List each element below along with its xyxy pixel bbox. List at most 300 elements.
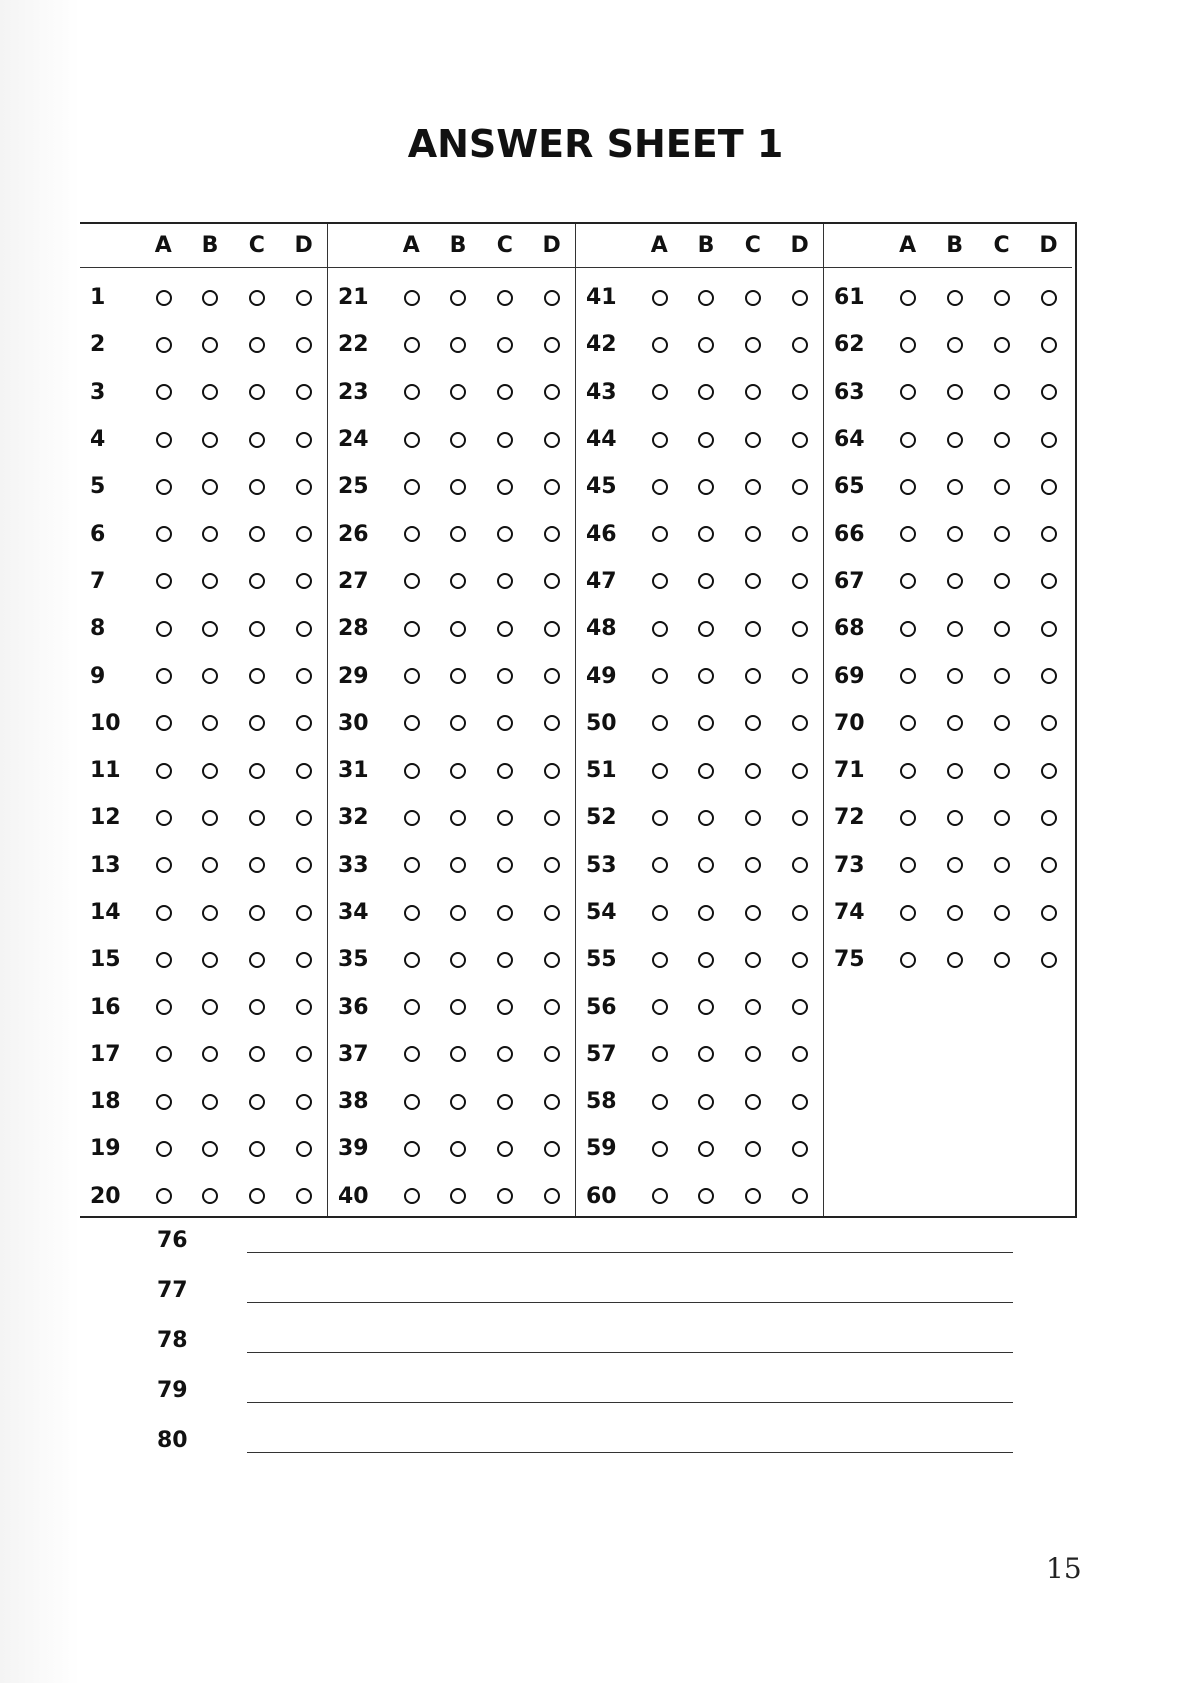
answer-bubble-c[interactable]	[994, 715, 1010, 731]
answer-bubble-d[interactable]	[544, 668, 560, 684]
answer-bubble-a[interactable]	[404, 1046, 420, 1062]
answer-bubble-c[interactable]	[249, 810, 265, 826]
answer-bubble-a[interactable]	[156, 384, 172, 400]
answer-bubble-a[interactable]	[156, 1094, 172, 1110]
answer-bubble-b[interactable]	[450, 999, 466, 1015]
answer-bubble-d[interactable]	[296, 573, 312, 589]
answer-bubble-a[interactable]	[900, 715, 916, 731]
answer-bubble-b[interactable]	[698, 432, 714, 448]
answer-bubble-c[interactable]	[994, 621, 1010, 637]
answer-bubble-d[interactable]	[1041, 479, 1057, 495]
answer-bubble-d[interactable]	[1041, 810, 1057, 826]
answer-bubble-b[interactable]	[698, 384, 714, 400]
answer-bubble-c[interactable]	[497, 432, 513, 448]
answer-bubble-a[interactable]	[404, 715, 420, 731]
answer-bubble-b[interactable]	[947, 857, 963, 873]
answer-bubble-c[interactable]	[745, 1188, 761, 1204]
answer-bubble-d[interactable]	[792, 384, 808, 400]
answer-bubble-c[interactable]	[497, 526, 513, 542]
answer-bubble-c[interactable]	[745, 1094, 761, 1110]
answer-bubble-c[interactable]	[497, 337, 513, 353]
answer-bubble-c[interactable]	[497, 999, 513, 1015]
answer-bubble-d[interactable]	[296, 905, 312, 921]
answer-bubble-c[interactable]	[249, 1188, 265, 1204]
answer-bubble-d[interactable]	[544, 1094, 560, 1110]
answer-bubble-b[interactable]	[698, 573, 714, 589]
answer-bubble-b[interactable]	[698, 337, 714, 353]
answer-bubble-a[interactable]	[404, 857, 420, 873]
answer-line[interactable]	[247, 1452, 1013, 1453]
answer-bubble-a[interactable]	[404, 810, 420, 826]
answer-bubble-c[interactable]	[497, 1046, 513, 1062]
answer-bubble-b[interactable]	[450, 1094, 466, 1110]
answer-bubble-a[interactable]	[156, 479, 172, 495]
answer-bubble-c[interactable]	[745, 621, 761, 637]
answer-bubble-b[interactable]	[202, 479, 218, 495]
answer-bubble-a[interactable]	[652, 999, 668, 1015]
answer-bubble-a[interactable]	[652, 1141, 668, 1157]
answer-bubble-d[interactable]	[792, 1141, 808, 1157]
answer-bubble-a[interactable]	[156, 952, 172, 968]
answer-bubble-d[interactable]	[1041, 384, 1057, 400]
answer-bubble-a[interactable]	[156, 668, 172, 684]
answer-bubble-b[interactable]	[698, 857, 714, 873]
answer-bubble-a[interactable]	[404, 526, 420, 542]
answer-bubble-b[interactable]	[698, 999, 714, 1015]
answer-bubble-c[interactable]	[994, 337, 1010, 353]
answer-bubble-d[interactable]	[1041, 621, 1057, 637]
answer-bubble-c[interactable]	[745, 337, 761, 353]
answer-bubble-d[interactable]	[792, 1094, 808, 1110]
answer-bubble-a[interactable]	[652, 1188, 668, 1204]
answer-bubble-d[interactable]	[296, 952, 312, 968]
answer-bubble-a[interactable]	[900, 857, 916, 873]
answer-line[interactable]	[247, 1352, 1013, 1353]
answer-bubble-c[interactable]	[745, 810, 761, 826]
answer-bubble-c[interactable]	[994, 905, 1010, 921]
answer-bubble-d[interactable]	[544, 526, 560, 542]
answer-bubble-d[interactable]	[296, 384, 312, 400]
answer-bubble-c[interactable]	[497, 715, 513, 731]
answer-bubble-a[interactable]	[404, 905, 420, 921]
answer-bubble-a[interactable]	[652, 337, 668, 353]
answer-bubble-d[interactable]	[544, 290, 560, 306]
answer-bubble-d[interactable]	[544, 810, 560, 826]
answer-bubble-c[interactable]	[497, 763, 513, 779]
answer-bubble-c[interactable]	[994, 810, 1010, 826]
answer-bubble-b[interactable]	[698, 668, 714, 684]
answer-bubble-b[interactable]	[202, 715, 218, 731]
answer-bubble-d[interactable]	[544, 337, 560, 353]
answer-bubble-d[interactable]	[1041, 573, 1057, 589]
answer-bubble-a[interactable]	[404, 999, 420, 1015]
answer-bubble-a[interactable]	[156, 1141, 172, 1157]
answer-bubble-b[interactable]	[450, 668, 466, 684]
answer-bubble-a[interactable]	[900, 763, 916, 779]
answer-bubble-c[interactable]	[745, 526, 761, 542]
answer-bubble-b[interactable]	[450, 857, 466, 873]
answer-bubble-b[interactable]	[202, 905, 218, 921]
answer-bubble-b[interactable]	[698, 1188, 714, 1204]
answer-bubble-b[interactable]	[202, 432, 218, 448]
answer-bubble-d[interactable]	[544, 763, 560, 779]
answer-bubble-d[interactable]	[792, 763, 808, 779]
answer-bubble-a[interactable]	[652, 432, 668, 448]
answer-bubble-a[interactable]	[404, 337, 420, 353]
answer-bubble-a[interactable]	[156, 337, 172, 353]
answer-bubble-a[interactable]	[404, 621, 420, 637]
answer-bubble-c[interactable]	[497, 1188, 513, 1204]
answer-bubble-b[interactable]	[698, 1046, 714, 1062]
answer-bubble-c[interactable]	[994, 573, 1010, 589]
answer-bubble-a[interactable]	[652, 1094, 668, 1110]
answer-bubble-c[interactable]	[994, 668, 1010, 684]
answer-bubble-d[interactable]	[544, 857, 560, 873]
answer-bubble-a[interactable]	[156, 573, 172, 589]
answer-bubble-d[interactable]	[1041, 432, 1057, 448]
answer-bubble-b[interactable]	[202, 763, 218, 779]
answer-bubble-c[interactable]	[497, 1141, 513, 1157]
answer-bubble-d[interactable]	[1041, 337, 1057, 353]
answer-bubble-c[interactable]	[497, 905, 513, 921]
answer-bubble-a[interactable]	[652, 526, 668, 542]
answer-bubble-b[interactable]	[202, 810, 218, 826]
answer-bubble-d[interactable]	[296, 432, 312, 448]
answer-bubble-b[interactable]	[947, 952, 963, 968]
answer-bubble-d[interactable]	[296, 479, 312, 495]
answer-bubble-d[interactable]	[1041, 526, 1057, 542]
answer-bubble-b[interactable]	[698, 952, 714, 968]
answer-bubble-d[interactable]	[792, 621, 808, 637]
answer-bubble-d[interactable]	[544, 952, 560, 968]
answer-bubble-a[interactable]	[404, 763, 420, 779]
answer-bubble-c[interactable]	[249, 1094, 265, 1110]
answer-bubble-b[interactable]	[698, 1141, 714, 1157]
answer-line[interactable]	[247, 1252, 1013, 1253]
answer-bubble-a[interactable]	[156, 526, 172, 542]
answer-bubble-a[interactable]	[652, 763, 668, 779]
answer-bubble-a[interactable]	[404, 1094, 420, 1110]
answer-bubble-a[interactable]	[404, 479, 420, 495]
answer-bubble-a[interactable]	[900, 384, 916, 400]
answer-bubble-b[interactable]	[698, 1094, 714, 1110]
answer-bubble-d[interactable]	[544, 432, 560, 448]
answer-bubble-c[interactable]	[249, 290, 265, 306]
answer-bubble-a[interactable]	[156, 432, 172, 448]
answer-bubble-a[interactable]	[404, 1141, 420, 1157]
answer-bubble-a[interactable]	[900, 337, 916, 353]
answer-bubble-a[interactable]	[156, 999, 172, 1015]
answer-bubble-c[interactable]	[745, 763, 761, 779]
answer-bubble-b[interactable]	[947, 715, 963, 731]
answer-bubble-d[interactable]	[792, 1046, 808, 1062]
answer-bubble-b[interactable]	[450, 715, 466, 731]
answer-bubble-a[interactable]	[900, 479, 916, 495]
answer-bubble-c[interactable]	[249, 573, 265, 589]
answer-bubble-a[interactable]	[404, 432, 420, 448]
answer-bubble-c[interactable]	[745, 479, 761, 495]
answer-bubble-d[interactable]	[544, 905, 560, 921]
answer-bubble-c[interactable]	[745, 668, 761, 684]
answer-bubble-c[interactable]	[745, 952, 761, 968]
answer-bubble-d[interactable]	[792, 999, 808, 1015]
answer-bubble-b[interactable]	[947, 526, 963, 542]
answer-bubble-d[interactable]	[1041, 763, 1057, 779]
answer-bubble-a[interactable]	[156, 715, 172, 731]
answer-bubble-d[interactable]	[792, 526, 808, 542]
answer-bubble-d[interactable]	[296, 668, 312, 684]
answer-bubble-d[interactable]	[1041, 668, 1057, 684]
answer-bubble-c[interactable]	[994, 857, 1010, 873]
answer-bubble-b[interactable]	[450, 1188, 466, 1204]
answer-bubble-c[interactable]	[497, 573, 513, 589]
answer-bubble-b[interactable]	[202, 621, 218, 637]
answer-bubble-c[interactable]	[497, 857, 513, 873]
answer-bubble-b[interactable]	[947, 668, 963, 684]
answer-bubble-d[interactable]	[296, 290, 312, 306]
answer-bubble-b[interactable]	[947, 290, 963, 306]
answer-bubble-c[interactable]	[497, 1094, 513, 1110]
answer-bubble-c[interactable]	[249, 1046, 265, 1062]
answer-bubble-a[interactable]	[156, 621, 172, 637]
answer-bubble-b[interactable]	[947, 621, 963, 637]
answer-line[interactable]	[247, 1402, 1013, 1403]
answer-bubble-b[interactable]	[947, 905, 963, 921]
answer-bubble-d[interactable]	[792, 1188, 808, 1204]
answer-bubble-d[interactable]	[296, 857, 312, 873]
answer-bubble-c[interactable]	[249, 384, 265, 400]
answer-bubble-c[interactable]	[745, 1046, 761, 1062]
answer-bubble-d[interactable]	[296, 1141, 312, 1157]
answer-bubble-a[interactable]	[900, 905, 916, 921]
answer-bubble-a[interactable]	[652, 384, 668, 400]
answer-bubble-a[interactable]	[652, 668, 668, 684]
answer-bubble-a[interactable]	[652, 715, 668, 731]
answer-bubble-a[interactable]	[404, 952, 420, 968]
answer-bubble-b[interactable]	[202, 952, 218, 968]
answer-bubble-d[interactable]	[544, 573, 560, 589]
answer-bubble-b[interactable]	[698, 526, 714, 542]
answer-bubble-b[interactable]	[450, 810, 466, 826]
answer-bubble-c[interactable]	[497, 810, 513, 826]
answer-bubble-c[interactable]	[497, 384, 513, 400]
answer-bubble-b[interactable]	[202, 526, 218, 542]
answer-bubble-c[interactable]	[249, 905, 265, 921]
answer-bubble-b[interactable]	[698, 763, 714, 779]
answer-bubble-d[interactable]	[792, 857, 808, 873]
answer-bubble-d[interactable]	[792, 573, 808, 589]
answer-bubble-c[interactable]	[745, 573, 761, 589]
answer-bubble-d[interactable]	[792, 810, 808, 826]
answer-bubble-a[interactable]	[900, 526, 916, 542]
answer-bubble-d[interactable]	[792, 715, 808, 731]
answer-bubble-b[interactable]	[698, 715, 714, 731]
answer-bubble-a[interactable]	[900, 668, 916, 684]
answer-bubble-d[interactable]	[1041, 715, 1057, 731]
answer-bubble-d[interactable]	[1041, 290, 1057, 306]
answer-bubble-b[interactable]	[698, 810, 714, 826]
answer-bubble-d[interactable]	[544, 479, 560, 495]
answer-bubble-b[interactable]	[202, 337, 218, 353]
answer-bubble-b[interactable]	[202, 999, 218, 1015]
answer-bubble-d[interactable]	[1041, 857, 1057, 873]
answer-bubble-a[interactable]	[156, 1188, 172, 1204]
answer-line[interactable]	[247, 1302, 1013, 1303]
answer-bubble-a[interactable]	[652, 905, 668, 921]
answer-bubble-c[interactable]	[497, 668, 513, 684]
answer-bubble-c[interactable]	[249, 1141, 265, 1157]
answer-bubble-d[interactable]	[792, 952, 808, 968]
answer-bubble-d[interactable]	[544, 1046, 560, 1062]
answer-bubble-c[interactable]	[249, 952, 265, 968]
answer-bubble-b[interactable]	[947, 573, 963, 589]
answer-bubble-b[interactable]	[450, 526, 466, 542]
answer-bubble-b[interactable]	[947, 432, 963, 448]
answer-bubble-c[interactable]	[497, 479, 513, 495]
answer-bubble-d[interactable]	[1041, 952, 1057, 968]
answer-bubble-c[interactable]	[249, 999, 265, 1015]
answer-bubble-a[interactable]	[900, 952, 916, 968]
answer-bubble-d[interactable]	[792, 432, 808, 448]
answer-bubble-b[interactable]	[698, 621, 714, 637]
answer-bubble-c[interactable]	[497, 621, 513, 637]
answer-bubble-a[interactable]	[900, 432, 916, 448]
answer-bubble-c[interactable]	[994, 952, 1010, 968]
answer-bubble-d[interactable]	[296, 715, 312, 731]
answer-bubble-c[interactable]	[745, 290, 761, 306]
answer-bubble-a[interactable]	[404, 290, 420, 306]
answer-bubble-d[interactable]	[1041, 905, 1057, 921]
answer-bubble-b[interactable]	[202, 1046, 218, 1062]
answer-bubble-b[interactable]	[450, 621, 466, 637]
answer-bubble-b[interactable]	[202, 1188, 218, 1204]
answer-bubble-c[interactable]	[994, 526, 1010, 542]
answer-bubble-c[interactable]	[249, 526, 265, 542]
answer-bubble-a[interactable]	[156, 1046, 172, 1062]
answer-bubble-c[interactable]	[249, 479, 265, 495]
answer-bubble-c[interactable]	[249, 715, 265, 731]
answer-bubble-a[interactable]	[156, 763, 172, 779]
answer-bubble-d[interactable]	[792, 337, 808, 353]
answer-bubble-b[interactable]	[450, 763, 466, 779]
answer-bubble-a[interactable]	[404, 668, 420, 684]
answer-bubble-b[interactable]	[450, 1046, 466, 1062]
answer-bubble-d[interactable]	[792, 479, 808, 495]
answer-bubble-c[interactable]	[745, 1141, 761, 1157]
answer-bubble-d[interactable]	[544, 621, 560, 637]
answer-bubble-b[interactable]	[947, 337, 963, 353]
answer-bubble-b[interactable]	[450, 905, 466, 921]
answer-bubble-b[interactable]	[947, 384, 963, 400]
answer-bubble-b[interactable]	[450, 432, 466, 448]
answer-bubble-a[interactable]	[900, 810, 916, 826]
answer-bubble-a[interactable]	[652, 952, 668, 968]
answer-bubble-c[interactable]	[745, 384, 761, 400]
answer-bubble-b[interactable]	[202, 1141, 218, 1157]
answer-bubble-a[interactable]	[156, 290, 172, 306]
answer-bubble-c[interactable]	[249, 621, 265, 637]
answer-bubble-c[interactable]	[249, 763, 265, 779]
answer-bubble-b[interactable]	[202, 384, 218, 400]
answer-bubble-b[interactable]	[450, 479, 466, 495]
answer-bubble-b[interactable]	[450, 573, 466, 589]
answer-bubble-d[interactable]	[296, 763, 312, 779]
answer-bubble-a[interactable]	[652, 810, 668, 826]
answer-bubble-a[interactable]	[652, 573, 668, 589]
answer-bubble-d[interactable]	[544, 384, 560, 400]
answer-bubble-d[interactable]	[544, 1188, 560, 1204]
answer-bubble-c[interactable]	[994, 290, 1010, 306]
answer-bubble-d[interactable]	[296, 621, 312, 637]
answer-bubble-d[interactable]	[792, 668, 808, 684]
answer-bubble-a[interactable]	[652, 479, 668, 495]
answer-bubble-c[interactable]	[745, 857, 761, 873]
answer-bubble-b[interactable]	[947, 763, 963, 779]
answer-bubble-c[interactable]	[994, 432, 1010, 448]
answer-bubble-d[interactable]	[296, 1046, 312, 1062]
answer-bubble-b[interactable]	[202, 1094, 218, 1110]
answer-bubble-a[interactable]	[900, 573, 916, 589]
answer-bubble-d[interactable]	[296, 999, 312, 1015]
answer-bubble-c[interactable]	[745, 905, 761, 921]
answer-bubble-a[interactable]	[404, 1188, 420, 1204]
answer-bubble-a[interactable]	[404, 384, 420, 400]
answer-bubble-c[interactable]	[497, 290, 513, 306]
answer-bubble-a[interactable]	[404, 573, 420, 589]
answer-bubble-c[interactable]	[994, 763, 1010, 779]
answer-bubble-b[interactable]	[202, 573, 218, 589]
answer-bubble-d[interactable]	[296, 526, 312, 542]
answer-bubble-b[interactable]	[698, 290, 714, 306]
answer-bubble-c[interactable]	[994, 479, 1010, 495]
answer-bubble-a[interactable]	[652, 621, 668, 637]
answer-bubble-d[interactable]	[296, 337, 312, 353]
answer-bubble-d[interactable]	[296, 1094, 312, 1110]
answer-bubble-b[interactable]	[450, 337, 466, 353]
answer-bubble-d[interactable]	[296, 1188, 312, 1204]
answer-bubble-c[interactable]	[497, 952, 513, 968]
answer-bubble-b[interactable]	[450, 1141, 466, 1157]
answer-bubble-b[interactable]	[202, 290, 218, 306]
answer-bubble-a[interactable]	[900, 621, 916, 637]
answer-bubble-a[interactable]	[652, 857, 668, 873]
answer-bubble-b[interactable]	[698, 905, 714, 921]
answer-bubble-d[interactable]	[296, 810, 312, 826]
answer-bubble-d[interactable]	[792, 905, 808, 921]
answer-bubble-c[interactable]	[745, 432, 761, 448]
answer-bubble-a[interactable]	[900, 290, 916, 306]
answer-bubble-d[interactable]	[792, 290, 808, 306]
answer-bubble-b[interactable]	[947, 810, 963, 826]
answer-bubble-c[interactable]	[249, 668, 265, 684]
answer-bubble-a[interactable]	[652, 1046, 668, 1062]
answer-bubble-c[interactable]	[994, 384, 1010, 400]
answer-bubble-c[interactable]	[249, 857, 265, 873]
answer-bubble-a[interactable]	[652, 290, 668, 306]
answer-bubble-b[interactable]	[202, 857, 218, 873]
answer-bubble-b[interactable]	[202, 668, 218, 684]
answer-bubble-b[interactable]	[698, 479, 714, 495]
answer-bubble-b[interactable]	[947, 479, 963, 495]
answer-bubble-d[interactable]	[544, 715, 560, 731]
answer-bubble-a[interactable]	[156, 857, 172, 873]
answer-bubble-c[interactable]	[249, 337, 265, 353]
answer-bubble-b[interactable]	[450, 384, 466, 400]
answer-bubble-a[interactable]	[156, 810, 172, 826]
answer-bubble-c[interactable]	[249, 432, 265, 448]
answer-bubble-c[interactable]	[745, 999, 761, 1015]
answer-bubble-d[interactable]	[544, 999, 560, 1015]
